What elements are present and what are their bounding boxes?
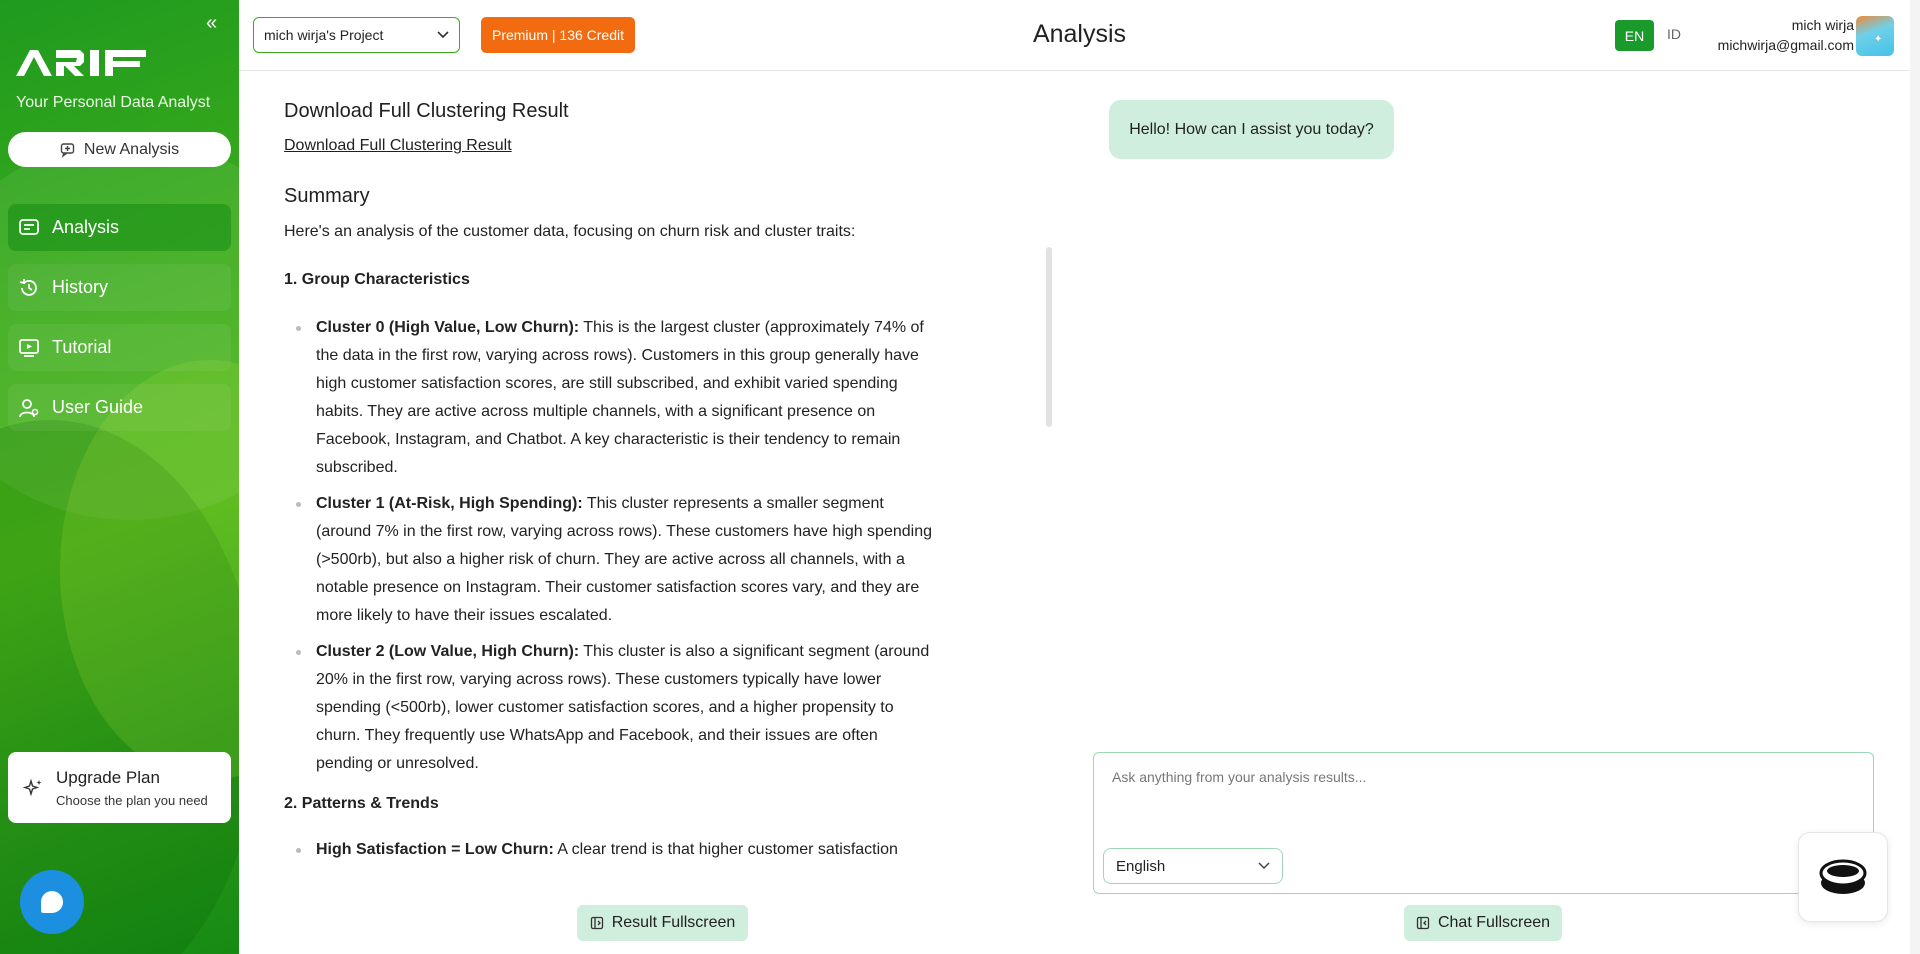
chat-bubble-icon <box>41 891 63 913</box>
tagline: Your Personal Data Analyst <box>16 94 211 111</box>
project-select-value: mich wirja's Project <box>264 27 384 43</box>
sidebar-item-label: Analysis <box>52 217 120 237</box>
new-analysis-label: New Analysis <box>83 140 180 158</box>
sidebar-item-label: Tutorial <box>52 337 112 357</box>
chevron-down-icon <box>1258 862 1270 870</box>
cluster-text: This cluster represents a smaller segment (around 7% in the first row, varying across rows). These customers have high spending (>500rb), but also a higher risk of churn. They are active across all channels, with a notable presence on Instagram. Their customer satisfaction scores vary, and they are more likely to have their issues escalated. <box>316 495 932 624</box>
list-item <box>284 314 939 482</box>
new-analysis-button[interactable] <box>8 132 231 167</box>
sidebar <box>0 0 239 954</box>
result-scrollbar[interactable] <box>1046 247 1052 427</box>
help-widget-button[interactable] <box>1798 832 1888 922</box>
user-name: mich wirja <box>1791 17 1854 33</box>
sidebar-item-analysis[interactable] <box>8 204 231 251</box>
cluster-text: This is the largest cluster (approximately 74% of the data in the first row, varying across rows). Customers in this group generally have high customer satisfaction scores, are still subscribed, and exhibit varied spending habits. They are active across multiple channels, with a significant presence on Facebook, Instagram, and Chatbot. A key characteristic is their tendency to remain subscribed. <box>316 319 924 476</box>
cluster-title: Cluster 1 (At-Risk, High Spending): <box>316 495 583 512</box>
list-item <box>284 836 939 864</box>
sidebar-item-tutorial[interactable] <box>8 324 231 371</box>
support-chat-button[interactable] <box>20 870 84 934</box>
result-panel <box>239 72 1049 954</box>
trend-text: A clear trend is that higher customer satisfaction <box>557 841 898 858</box>
response-language-select[interactable] <box>1103 848 1283 884</box>
summary-intro: Here's an analysis of the customer data, focusing on churn risk and cluster traits: <box>284 223 856 240</box>
sparkles-icon <box>22 777 44 799</box>
page-scrollbar[interactable] <box>1910 0 1920 954</box>
arif-logo <box>16 48 148 83</box>
chat-fullscreen-label: Chat Fullscreen <box>1437 914 1551 931</box>
avatar[interactable] <box>1856 16 1894 56</box>
chat-input[interactable] <box>1112 769 1852 785</box>
video-icon <box>18 337 40 359</box>
cluster-title: Cluster 2 (Low Value, High Churn): <box>316 643 580 660</box>
language-id-button[interactable]: ID <box>1667 26 1681 42</box>
sidebar-item-label: History <box>52 277 109 297</box>
section-heading: 2. Patterns & Trends <box>284 795 439 812</box>
list-item <box>284 638 939 778</box>
trend-list <box>284 836 939 864</box>
history-icon <box>18 277 40 299</box>
avatar-sparkle-icon: ✦ <box>1874 34 1883 45</box>
trend-title: High Satisfaction = Low Churn: <box>316 841 554 858</box>
chat-input-box <box>1093 752 1874 894</box>
sidebar-item-label: User Guide <box>52 397 144 417</box>
header <box>239 0 1920 71</box>
language-select-value: English <box>1116 857 1166 875</box>
upgrade-subtitle: Choose the plan you need <box>56 792 208 808</box>
collapse-sidebar-icon[interactable]: « <box>206 12 218 34</box>
fullscreen-icon <box>1416 916 1430 930</box>
sidebar-item-user-guide[interactable] <box>8 384 231 431</box>
fullscreen-icon <box>590 916 604 930</box>
chat-square-icon <box>18 217 40 239</box>
chat-fullscreen-button[interactable] <box>1404 905 1562 941</box>
premium-credit-badge[interactable]: Premium | 136 Credit <box>481 17 635 53</box>
sidebar-item-history[interactable] <box>8 264 231 311</box>
cluster-list <box>284 314 939 778</box>
upgrade-plan-card[interactable] <box>8 752 231 823</box>
language-en-button[interactable]: EN <box>1615 20 1654 51</box>
download-heading: Download Full Clustering Result <box>284 100 569 122</box>
upgrade-title: Upgrade Plan <box>56 767 160 787</box>
help-widget-icon <box>1817 857 1869 897</box>
user-guide-icon <box>18 397 40 419</box>
page-title: Analysis <box>1032 20 1127 48</box>
result-fullscreen-label: Result Fullscreen <box>611 914 736 931</box>
assistant-message: Hello! How can I assist you today? <box>1109 100 1394 159</box>
cluster-title: Cluster 0 (High Value, Low Churn): <box>316 319 580 336</box>
section-heading: 1. Group Characteristics <box>284 271 470 288</box>
cluster-text: This cluster is also a significant segment (around 20% in the first row, varying across rows). These customers typically have lower spending (<500rb), lower customer satisfaction scores, and a higher propensity to churn. They frequently use WhatsApp and Facebook, and their issues are often pending or unresolved. <box>316 643 930 772</box>
list-item <box>284 490 939 630</box>
download-result-link[interactable]: Download Full Clustering Result <box>284 137 512 154</box>
new-chat-icon <box>60 142 76 158</box>
user-email: michwirja@gmail.com <box>1717 37 1854 53</box>
summary-heading: Summary <box>284 185 370 207</box>
result-fullscreen-button[interactable] <box>577 905 748 941</box>
